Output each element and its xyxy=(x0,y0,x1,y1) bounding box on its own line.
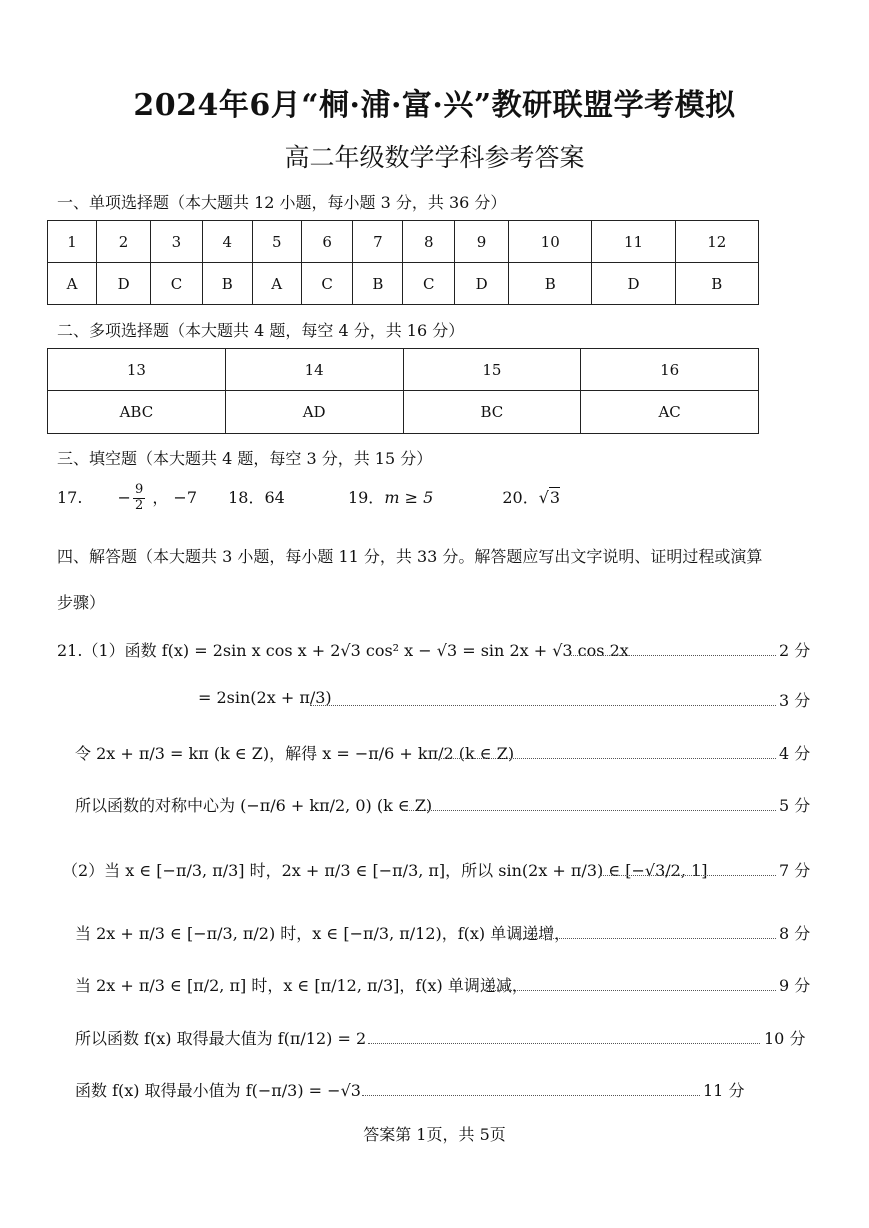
table-cell: D xyxy=(592,263,675,305)
table-cell: B xyxy=(202,263,252,305)
dotted-leader xyxy=(510,938,776,939)
score-label: 11 分 xyxy=(703,1081,745,1100)
q19-label: 19． xyxy=(347,487,385,507)
solution-line: 当 2x + π/3 ∈ [π/2, π] 时，x ∈ [π/12, π/3]，f(x) 单调递减， xyxy=(75,976,528,995)
table-cell: 3 xyxy=(151,221,203,263)
table-cell: 12 xyxy=(675,221,758,263)
score-label: 8 分 xyxy=(779,924,811,943)
table-cell: 15 xyxy=(403,349,581,391)
answer-row xyxy=(48,391,759,434)
q18-answer: 18．64 xyxy=(228,487,285,507)
table-cell: 11 xyxy=(592,221,675,263)
table-cell: C xyxy=(403,263,455,305)
section-heading-single-choice: 一、单项选择题（本大题共 12 小题，每小题 3 分，共 36 分） xyxy=(57,193,507,212)
dotted-leader xyxy=(600,875,776,876)
solution-line: 函数 f(x) 取得最小值为 f(−π/3) = −√3 xyxy=(75,1081,361,1100)
table-cell: D xyxy=(455,263,509,305)
table-cell: 4 xyxy=(202,221,252,263)
table-cell: 7 xyxy=(353,221,403,263)
table-cell: ABC xyxy=(48,391,226,434)
dotted-leader xyxy=(310,705,776,706)
score-label: 10 分 xyxy=(764,1029,806,1048)
question-number-row xyxy=(48,349,759,391)
score-label: 5 分 xyxy=(779,796,811,815)
solution-line: = 2sin(2x + π/3) xyxy=(198,688,332,707)
dotted-leader xyxy=(368,1043,760,1044)
solution-line: （2）当 x ∈ [−π/3, π/3] 时，2x + π/3 ∈ [−π/3, π]，所以 sin(2x + π/3) ∈ [−√3/2, 1] xyxy=(62,861,708,880)
q19-answer: m ≥ 5 xyxy=(384,487,434,507)
dotted-leader xyxy=(484,990,776,991)
page-title: 2024年6月“桐·浦·富·兴”教研联盟学考模拟 xyxy=(133,88,736,123)
q17-second-answer: ， −7 xyxy=(152,487,198,507)
table-cell: 8 xyxy=(403,221,455,263)
single-choice-answer-table xyxy=(47,220,759,305)
dotted-leader xyxy=(362,1095,700,1096)
fraction-numerator: 9 xyxy=(134,482,144,497)
q20-answer: 3 xyxy=(549,487,561,507)
score-label: 3 分 xyxy=(779,691,811,710)
solution-line: 所以函数的对称中心为 (−π/6 + kπ/2, 0) (k ∈ Z) xyxy=(75,796,433,815)
table-cell: 6 xyxy=(301,221,353,263)
score-label: 4 分 xyxy=(779,744,811,763)
page-footer: 答案第 1页，共 5页 xyxy=(363,1125,506,1144)
solution-line: 所以函数 f(x) 取得最大值为 f(π/12) = 2 xyxy=(75,1029,367,1048)
multi-choice-answer-table xyxy=(47,348,759,434)
table-cell: C xyxy=(151,263,203,305)
table-cell: AC xyxy=(581,391,759,434)
page-subtitle: 高二年级数学学科参考答案 xyxy=(284,143,585,172)
table-cell: A xyxy=(48,263,97,305)
table-cell: 16 xyxy=(581,349,759,391)
fraction-denominator: 2 xyxy=(134,497,144,513)
solution-line: 当 2x + π/3 ∈ [−π/3, π/2) 时，x ∈ [−π/3, π/12)，f(x) 单调递增， xyxy=(75,924,571,943)
table-cell: C xyxy=(301,263,353,305)
table-cell: BC xyxy=(403,391,581,434)
section-heading-fill-blank: 三、填空题（本大题共 4 题，每空 3 分，共 15 分） xyxy=(57,449,433,468)
table-cell: 10 xyxy=(509,221,592,263)
section-heading-solutions: 四、解答题（本大题共 3 小题，每小题 11 分，共 33 分。解答题应写出文字说明、证明过程或演算 xyxy=(57,547,763,566)
dotted-leader xyxy=(568,655,776,656)
q17-fraction xyxy=(133,483,145,514)
table-cell: 14 xyxy=(225,349,403,391)
score-label: 7 分 xyxy=(779,861,811,880)
table-cell: 9 xyxy=(455,221,509,263)
solution-line: 令 2x + π/3 = kπ (k ∈ Z)，解得 x = −π/6 + kπ/2 (k ∈ Z) xyxy=(75,744,515,763)
dotted-leader xyxy=(402,810,776,811)
question-number-row xyxy=(48,221,759,263)
table-cell: D xyxy=(97,263,151,305)
table-cell: B xyxy=(353,263,403,305)
table-cell: 5 xyxy=(252,221,301,263)
table-cell: AD xyxy=(225,391,403,434)
table-cell: B xyxy=(509,263,592,305)
q20-label: 20． xyxy=(502,487,539,507)
q17-label: 17. xyxy=(57,487,83,507)
score-label: 2 分 xyxy=(779,641,811,660)
table-cell: 13 xyxy=(48,349,226,391)
dotted-leader xyxy=(428,758,776,759)
table-cell: 1 xyxy=(48,221,97,263)
solution-line: 21.（1）函数 f(x) = 2sin x cos x + 2√3 cos² x − √3 = sin 2x + √3 cos 2x xyxy=(57,641,629,660)
section-heading-solutions-cont: 步骤） xyxy=(57,593,106,612)
answer-row xyxy=(48,263,759,305)
score-label: 9 分 xyxy=(779,976,811,995)
sqrt-icon: √ xyxy=(538,487,549,507)
table-cell: B xyxy=(675,263,758,305)
table-cell: A xyxy=(252,263,301,305)
section-heading-multi-choice: 二、多项选择题（本大题共 4 题，每空 4 分，共 16 分） xyxy=(57,321,465,340)
table-cell: 2 xyxy=(97,221,151,263)
fill-blank-answers: 17. − $\frac{9}{2}$ ， −7 18．64 19．m ≥ 5 20．√3 xyxy=(57,482,561,513)
